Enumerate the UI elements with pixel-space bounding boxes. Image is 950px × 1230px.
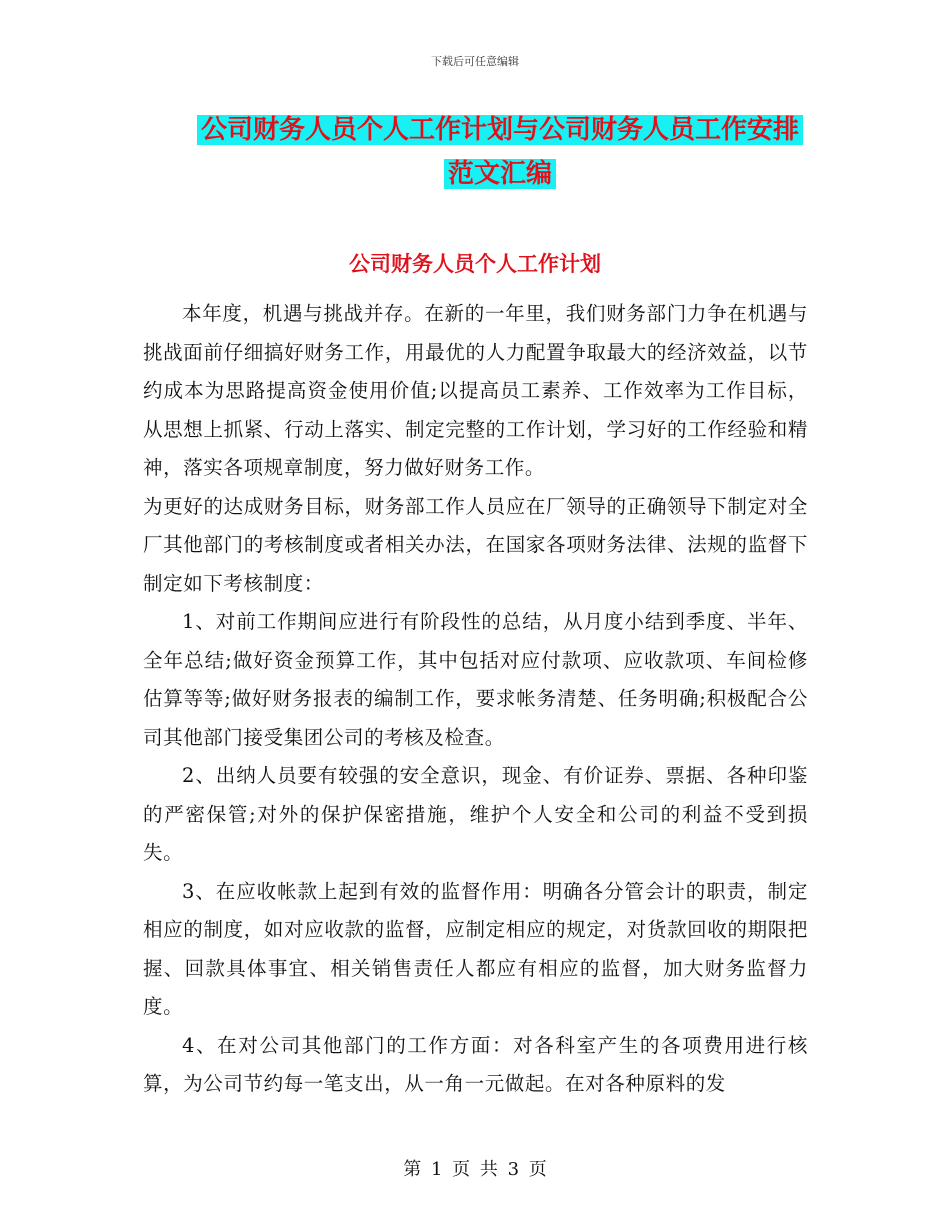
paragraph-intro: 本年度，机遇与挑战并存。在新的一年里，我们财务部门力争在机遇与挑战面前仔细搞好财务工作，用最优的人力配置争取最大的经济效益，以节约成本为思路提高资金使用价值;以提高员工素养、工作效率为工作目标，从思想上抓紧、行动上落实、制定完整的工作计划，学习好的工作经验和精神，落实各项规章制度，努力做好财务工作。 <box>143 302 808 479</box>
paragraph-item-4: 4、在对公司其他部门的工作方面：对各科室产生的各项费用进行核算，为公司节约每一笔支出，从一角一元做起。在对各种原料的发 <box>143 1033 808 1095</box>
document-title <box>190 108 810 196</box>
document-title-line-2: 范文汇编 <box>444 159 556 189</box>
header-note: 下载后可任意编辑 <box>431 55 519 68</box>
body-text <box>143 295 808 1104</box>
paragraph-goal: 为更好的达成财务目标，财务部工作人员应在厂领导的正确领导下制定对全厂其他部门的考核制度或者相关办法，在国家各项财务法律、法规的监督下制定如下考核制度： <box>143 494 808 595</box>
document-title-line-1: 公司财务人员个人工作计划与公司财务人员工作安排 <box>197 115 803 145</box>
paragraph-item-1: 1、对前工作期间应进行有阶段性的总结，从月度小结到季度、半年、全年总结;做好资金预算工作，其中包括对应付款项、应收款项、车间检修估算等等;做好财务报表的编制工作，要求帐务清楚、任务明确;积极配合公司其他部门接受集团公司的考核及检查。 <box>143 610 808 749</box>
page-footer: 第 1 页 共 3 页 <box>403 1159 547 1180</box>
paragraph-item-2: 2、出纳人员要有较强的安全意识，现金、有价证券、票据、各种印鉴的严密保管;对外的保护保密措施，维护个人安全和公司的利益不受到损失。 <box>143 764 808 864</box>
section-title: 公司财务人员个人工作计划 <box>349 252 601 276</box>
paragraph-item-3: 3、在应收帐款上起到有效的监督作用：明确各分管会计的职责，制定相应的制度，如对应收款的监督，应制定相应的规定，对货款回收的期限把握、回款具体事宜、相关销售责任人都应有相应的监督，加大财务监督力度。 <box>143 879 808 1018</box>
